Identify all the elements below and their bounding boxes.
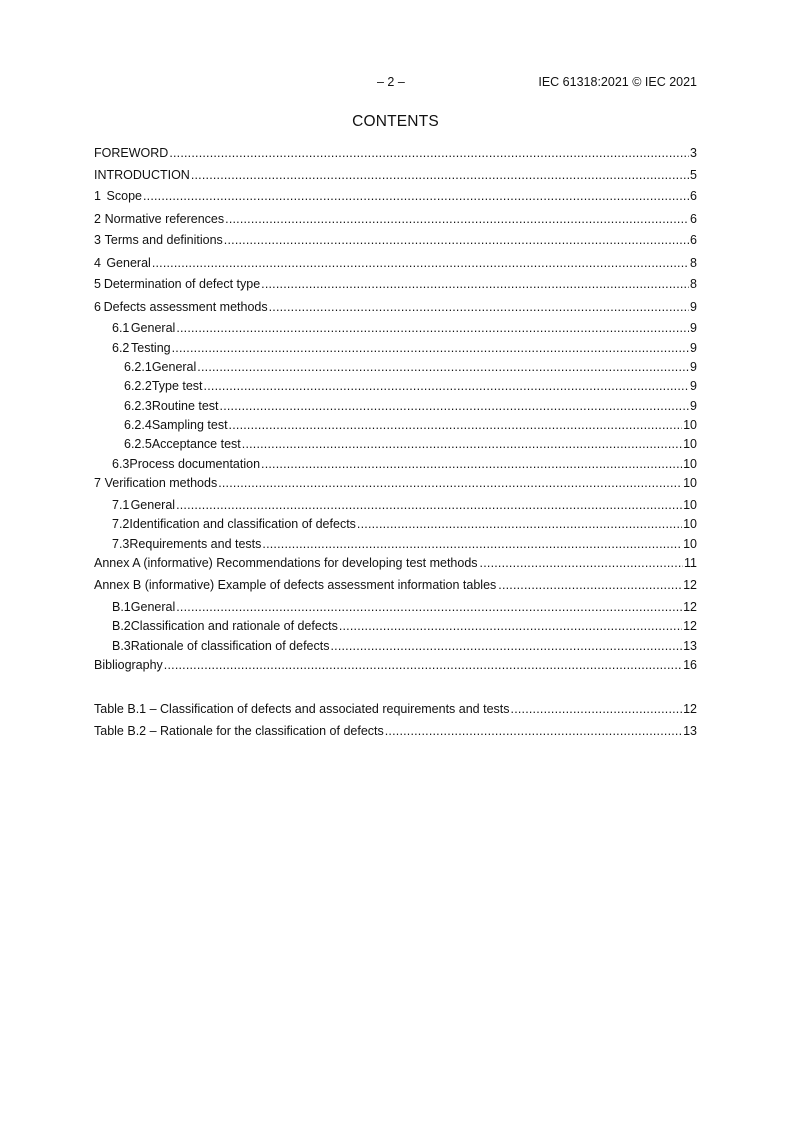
- toc-entry-annex-b[interactable]: [94, 576, 697, 594]
- toc-entry-number: 7.1: [112, 498, 130, 512]
- toc-entry-number: 3: [94, 233, 101, 247]
- toc-entry-title: Type test: [151, 379, 203, 393]
- toc-entry-title: Routine test: [151, 399, 219, 413]
- dot-leader: [269, 298, 689, 316]
- toc-entry-determination-of-defect-type[interactable]: [94, 275, 697, 293]
- toc-entry-title: Table B.1 – Classification of defects and associated requirements and tests: [94, 702, 510, 716]
- toc-entry-page: 10: [683, 498, 697, 512]
- toc-entry-title: Terms and definitions: [104, 233, 223, 247]
- dot-leader: [220, 397, 690, 415]
- toc-entry-page: 9: [690, 321, 697, 335]
- toc-entry-title: Determination of defect type: [103, 277, 261, 291]
- dot-leader: [330, 637, 682, 655]
- toc-entry-number: 2: [94, 212, 101, 226]
- toc-entry-title: Process documentation: [129, 457, 261, 471]
- toc-entry-terms-and-definitions[interactable]: [94, 231, 697, 249]
- toc-entry-6-2-4-sampling-test[interactable]: [124, 416, 697, 434]
- dot-leader: [498, 576, 682, 594]
- toc-entry-7-1-general[interactable]: [112, 496, 697, 514]
- toc-entry-6-2-testing[interactable]: [112, 339, 697, 357]
- toc-entry-title: Rationale of classification of defects: [130, 639, 330, 653]
- toc-entry-foreword[interactable]: [94, 144, 697, 162]
- dot-leader: [385, 722, 682, 740]
- dot-leader: [218, 474, 682, 492]
- toc-entry-7-3-requirements-and-tests[interactable]: [112, 535, 697, 553]
- toc-entry-number: 7.2: [112, 517, 130, 531]
- toc-entry-number: 6.2.5: [124, 437, 152, 451]
- contents-title: CONTENTS: [352, 113, 439, 130]
- toc-entry-defects-assessment-methods[interactable]: [94, 298, 697, 316]
- toc-entry-number: 6.2.2: [124, 379, 152, 393]
- toc-entry-page: 10: [683, 517, 697, 531]
- toc-entry-6-2-2-type-test[interactable]: [124, 377, 697, 395]
- dot-leader: [164, 656, 682, 674]
- toc-entry-number: B.1: [112, 600, 131, 614]
- toc-entry-page: 9: [690, 300, 697, 314]
- toc-entry-title: FOREWORD: [94, 146, 169, 160]
- toc-entry-title: Defects assessment methods: [103, 300, 268, 314]
- toc-entry-title: Testing: [131, 341, 171, 355]
- toc-entry-general[interactable]: [94, 254, 697, 272]
- toc-entry-number: B.2: [112, 619, 131, 633]
- dot-leader: [197, 358, 689, 376]
- toc-entry-number: 6.1: [112, 321, 130, 335]
- toc-entry-number: 7: [94, 476, 101, 490]
- toc-entry-number: 6.2.1: [124, 360, 152, 374]
- toc-entry-page: 6: [690, 233, 697, 247]
- toc-entry-page: 10: [683, 537, 697, 551]
- toc-entry-6-3-process-documentation[interactable]: [112, 455, 697, 473]
- toc-entry-number: 6: [94, 300, 101, 314]
- toc-entry-page: 9: [690, 379, 697, 393]
- dot-leader: [224, 231, 689, 249]
- toc-entry-annex-a[interactable]: [94, 554, 697, 572]
- toc-entry-title: Bibliography: [94, 658, 163, 672]
- toc-entry-6-1-general[interactable]: [112, 319, 697, 337]
- toc-entry-title: Acceptance test: [151, 437, 241, 451]
- dot-leader: [225, 210, 689, 228]
- dot-leader: [152, 254, 689, 272]
- toc-entry-page: 8: [690, 256, 697, 270]
- toc-entry-7-2-identification-and-classification[interactable]: [112, 515, 697, 533]
- toc-entry-page: 10: [683, 476, 697, 490]
- toc-entry-page: 9: [690, 341, 697, 355]
- toc-entry-title: General: [130, 600, 176, 614]
- toc-entry-page: 9: [690, 360, 697, 374]
- dot-leader: [357, 515, 682, 533]
- toc-entry-number: 1: [94, 189, 101, 203]
- toc-entry-6-2-1-general[interactable]: [124, 358, 697, 376]
- toc-entry-page: 11: [684, 556, 697, 570]
- toc-entry-bibliography[interactable]: [94, 656, 697, 674]
- toc-entry-title: General: [130, 321, 176, 335]
- toc-entry-title: Requirements and tests: [129, 537, 262, 551]
- toc-entry-page: 10: [683, 418, 697, 432]
- toc-entry-number: 5: [94, 277, 101, 291]
- toc-entry-b3-rationale-of-classification[interactable]: [112, 637, 697, 655]
- toc-entry-page: 13: [683, 639, 697, 653]
- toc-entry-number: 6.2: [112, 341, 130, 355]
- toc-entry-page: 12: [683, 600, 697, 614]
- dot-leader: [262, 535, 682, 553]
- toc-entry-page: 6: [690, 212, 697, 226]
- toc-entry-number: 7.3: [112, 537, 130, 551]
- toc-entry-table-b2[interactable]: [94, 722, 697, 740]
- toc-entry-page: 12: [683, 619, 697, 633]
- dot-leader: [143, 187, 689, 205]
- toc-entry-page: 9: [690, 399, 697, 413]
- toc-entry-title: Normative references: [104, 212, 225, 226]
- toc-entry-normative-references[interactable]: [94, 210, 697, 228]
- dot-leader: [176, 496, 682, 514]
- toc-entry-title: Table B.2 – Rationale for the classification of defects: [94, 724, 384, 738]
- dot-leader: [339, 617, 682, 635]
- dot-leader: [480, 554, 683, 572]
- toc-entry-number: 4: [94, 256, 101, 270]
- toc-entry-title: General: [130, 498, 176, 512]
- toc-entry-verification-methods[interactable]: [94, 474, 697, 492]
- toc-entry-title: General: [151, 360, 197, 374]
- toc-entry-title: Identification and classification of defects: [129, 517, 356, 531]
- dot-leader: [176, 319, 689, 337]
- toc-entry-6-2-3-routine-test[interactable]: [124, 397, 697, 415]
- toc-entry-number: 6.2.3: [124, 399, 152, 413]
- toc-entry-page: 13: [683, 724, 697, 738]
- toc-entry-page: 6: [690, 189, 697, 203]
- dot-leader: [191, 166, 689, 184]
- dot-leader: [511, 700, 683, 718]
- page-header: [94, 75, 697, 93]
- toc-entry-page: 8: [690, 277, 697, 291]
- dot-leader: [229, 416, 683, 434]
- toc-entry-title: Annex A (informative) Recommendations for developing test methods: [94, 556, 478, 570]
- toc-entry-page: 3: [690, 146, 697, 160]
- dot-leader: [169, 144, 689, 162]
- toc-entry-6-2-5-acceptance-test[interactable]: [124, 435, 697, 453]
- toc-entry-page: 12: [683, 702, 697, 716]
- page-number: – 2 –: [377, 75, 405, 89]
- dot-leader: [242, 435, 682, 453]
- toc-entry-page: 12: [683, 578, 697, 592]
- toc-entry-table-b1[interactable]: [94, 700, 697, 718]
- toc-entry-introduction[interactable]: [94, 166, 697, 184]
- toc-entry-number: 6.3: [112, 457, 130, 471]
- toc-entry-title: General: [106, 256, 151, 270]
- dot-leader: [176, 598, 682, 616]
- toc-entry-number: 6.2.4: [124, 418, 152, 432]
- dot-leader: [261, 275, 689, 293]
- toc-entry-title: Scope: [106, 189, 142, 203]
- dot-leader: [172, 339, 689, 357]
- toc-entry-scope[interactable]: [94, 187, 697, 205]
- toc-entry-title: Annex B (informative) Example of defects assessment information tables: [94, 578, 497, 592]
- toc-entry-page: 16: [683, 658, 697, 672]
- dot-leader: [204, 377, 690, 395]
- dot-leader: [261, 455, 682, 473]
- toc-entry-title: Sampling test: [151, 418, 228, 432]
- toc-entry-title: Verification methods: [104, 476, 218, 490]
- toc-entry-title: INTRODUCTION: [94, 168, 190, 182]
- toc-entry-page: 10: [683, 457, 697, 471]
- toc-entry-b1-general[interactable]: [112, 598, 697, 616]
- toc-entry-title: Classification and rationale of defects: [130, 619, 338, 633]
- toc-entry-page: 5: [690, 168, 697, 182]
- toc-entry-page: 10: [683, 437, 697, 451]
- toc-entry-number: B.3: [112, 639, 131, 653]
- toc-entry-b2-classification-and-rationale[interactable]: [112, 617, 697, 635]
- document-reference: IEC 61318:2021 © IEC 2021: [538, 75, 697, 89]
